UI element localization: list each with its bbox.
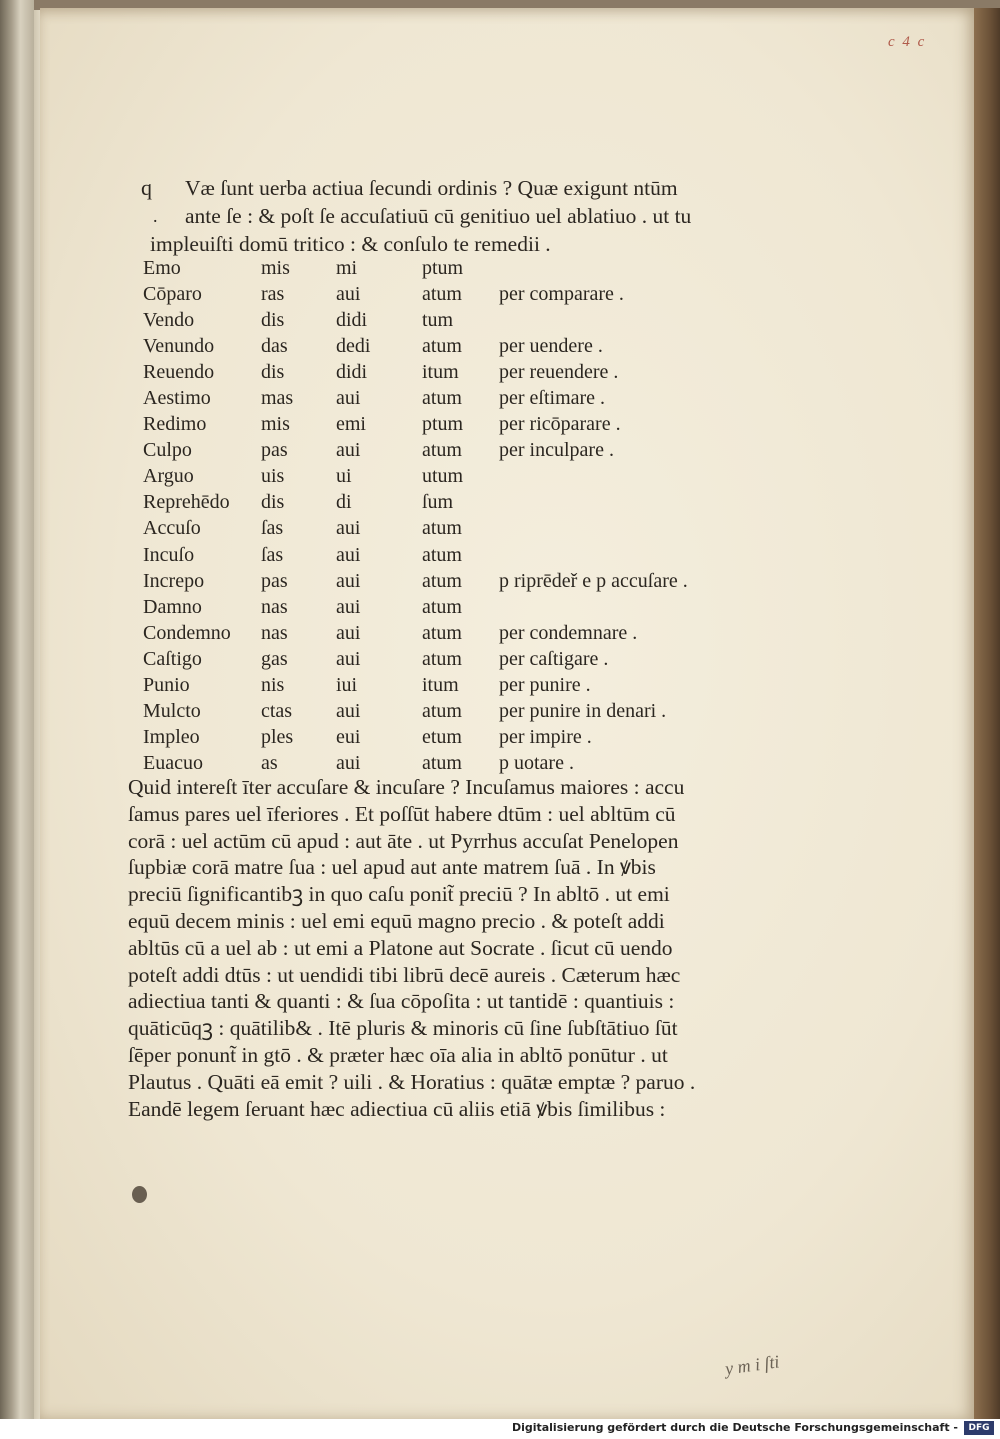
verb-second-person: uis [261,465,285,488]
verb-supine: atum [422,543,462,566]
verb-gloss [499,255,739,281]
handwritten-note: y m i ſti [723,1351,781,1379]
verb-table [143,255,739,777]
verb-second-person: dis [261,491,285,514]
verb-gloss: per inculpare . [499,439,614,462]
verb-row [143,725,739,751]
verb-supine: atum [422,569,462,592]
verb-stem: Vendo [143,308,195,331]
verb-stem: Mulcto [143,700,201,723]
verb-perfect: aui [336,282,361,305]
intro-paragraph [140,175,720,259]
verb-stem: Euacuo [143,752,203,775]
verb-stem: Incuſo [143,543,195,566]
verb-stem: Condemno [143,621,231,644]
verb-stem: Caſtigo [143,647,202,670]
verb-second-person: ples [261,726,294,749]
verb-second-person: ras [261,282,285,305]
verb-row [143,490,739,516]
verb-second-person: ſas [261,517,284,540]
verb-stem: Venundo [143,334,215,357]
verb-row [143,307,739,333]
verb-supine: atum [422,595,462,618]
verb-gloss: per caſtigare . [499,647,609,670]
verb-second-person: ctas [261,700,293,723]
verb-stem: Punio [143,674,190,697]
verb-perfect: didi [336,360,368,383]
verb-stem: Emo [143,256,181,279]
verb-second-person: pas [261,569,288,592]
intro-line: Væ ſunt uerba actiua ſecundi ordinis ? Quæ exigunt ntūm [185,176,678,200]
verb-stem: Reuendo [143,360,215,383]
verb-row [143,516,739,542]
verb-gloss: per condemnare . [499,621,638,644]
paragraph-line: equū decem minis : uel emi equū magno precio . & poteſt addi [128,908,665,933]
verb-supine: itum [422,360,459,383]
verb-gloss: per reuendere . [499,360,619,383]
verb-supine: atum [422,517,462,540]
verb-stem: Redimo [143,413,207,436]
verb-row [143,751,739,777]
verb-second-person: dis [261,308,285,331]
ink-blot [132,1186,147,1203]
verb-perfect: aui [336,569,361,592]
verb-second-person: nas [261,621,288,644]
verb-stem: Aestimo [143,387,211,410]
verb-perfect: aui [336,387,361,410]
verb-stem: Cōparo [143,282,202,305]
verb-supine: atum [422,334,462,357]
verb-second-person: nas [261,595,288,618]
verb-supine: atum [422,621,462,644]
verb-gloss: per ricōparare . [499,413,621,436]
body-paragraph [128,774,698,1122]
verb-gloss: per uendere . [499,334,603,357]
verb-second-person: ſas [261,543,284,566]
paragraph-line: Eandē legem ſeruant hæc adiectiua cū aliis etiā ꝟbis ſimilibus : [128,1096,666,1121]
verb-stem: Damno [143,595,202,618]
verb-row [143,385,739,411]
verb-stem: Impleo [143,726,200,749]
verb-perfect: aui [336,700,361,723]
verb-supine: atum [422,387,462,410]
paragraph-line: poteſt addi dtūs : ut uendidi tibi librū decē aureis . Cæterum hæc [128,962,681,987]
verb-supine: atum [422,282,462,305]
verb-gloss [499,464,739,490]
verb-gloss [499,594,739,620]
verb-gloss: per comparare . [499,282,624,305]
verb-second-person: mas [261,387,294,410]
intro-line: ante ſe : & poſt ſe accuſatiuū cū genitiuo uel ablatiuo . ut tu [185,204,692,228]
verb-second-person: pas [261,439,288,462]
verb-gloss: per punire in denari . [499,700,667,723]
verb-stem: Culpo [143,439,192,462]
paragraph-line: ſēper ponunt̃ in gtō . & præter hæc oīa alia in abltō ponūtur . ut [128,1042,668,1067]
verb-row [143,673,739,699]
verb-supine: itum [422,674,459,697]
paragraph-line: adiectiua tanti & quanti : & ſua cōpoſita : ut tantidē : quantiuis : [128,989,675,1014]
verb-perfect: emi [336,413,366,436]
verb-row [143,412,739,438]
initial-guide-letter: q [141,175,152,200]
verb-second-person: dis [261,360,285,383]
verb-perfect: aui [336,647,361,670]
verb-stem: Arguo [143,465,194,488]
margin-mark: . [153,206,158,226]
paragraph-line: corā : uel actūm cū apud : aut āte . ut Pyrrhus accuſat Penelopen [128,828,679,853]
verb-gloss: p uotare . [499,752,574,775]
verb-stem: Reprehēdo [143,491,230,514]
verb-perfect: aui [336,595,361,618]
book-binding [0,0,34,1439]
verb-supine: utum [422,465,464,488]
verb-gloss: per eſtimare . [499,387,606,410]
verb-perfect: aui [336,621,361,644]
verb-perfect: eui [336,726,361,749]
verb-perfect: dedi [336,334,371,357]
paragraph-line: abltūs cū a uel ab : ut emi a Platone aut Socrate . ſicut cū uendo [128,935,673,960]
verb-second-person: das [261,334,288,357]
folio-number: c 4 c [888,34,927,50]
verb-perfect: didi [336,308,368,331]
paragraph-line: quāticūqꝫ : quātilib& . Itē pluris & minoris cū ſine ſubſtātiuo ſūt [128,1016,678,1041]
paragraph-line: Plautus . Quāti eā emit ? uili . & Horatius : quātæ emptæ ? paruo . [128,1069,696,1094]
footer-credit: Digitalisierung gefördert durch die Deutsche Forschungsgemeinschaft - [511,1421,958,1434]
footer-bar [0,1419,1000,1439]
verb-supine: ſum [422,491,454,514]
verb-gloss: p riprēdeř e p accuſare . [499,569,688,592]
verb-gloss: per punire . [499,674,591,697]
verb-supine: atum [422,439,462,462]
verb-perfect: aui [336,439,361,462]
verb-perfect: di [336,491,352,514]
verb-row [143,438,739,464]
verb-row [143,464,739,490]
verb-second-person: mis [261,413,290,436]
paragraph-line: ſamus pares uel īferiores . Et poſſūt habere dtūm : uel abltūm cū [128,801,676,826]
verb-second-person: as [261,752,278,775]
verb-row [143,646,739,672]
paragraph-line: ſupbiæ corā matre ſua : uel apud aut ante matrem ſuā . In ꝟbis [128,855,656,880]
verb-perfect: aui [336,752,361,775]
verb-row [143,359,739,385]
verb-row [143,594,739,620]
verb-perfect: ui [336,465,352,488]
verb-gloss [499,307,739,333]
verb-supine: ptum [422,256,464,279]
verb-gloss: per impire . [499,726,592,749]
verb-stem: Accuſo [143,517,201,540]
verb-row [143,255,739,281]
verb-perfect: iui [336,674,358,697]
paragraph-line: preciū ſignificantibꝫ in quo caſu ponit̃ preciū ? In abltō . ut emi [128,882,670,907]
verb-supine: atum [422,647,462,670]
verb-gloss [499,542,739,568]
verb-second-person: nis [261,674,285,697]
paragraph-line: Quid intereſt īter accuſare & incuſare ? Incuſamus maiores : accu [128,775,685,799]
verb-perfect: aui [336,543,361,566]
verb-supine: atum [422,752,462,775]
verb-stem: Increpo [143,569,205,592]
verb-row [143,333,739,359]
verb-perfect: aui [336,517,361,540]
verb-perfect: mi [336,256,358,279]
verb-second-person: gas [261,647,288,670]
verb-second-person: mis [261,256,290,279]
verb-supine: etum [422,726,462,749]
verb-row [143,281,739,307]
verb-supine: tum [422,308,454,331]
verb-gloss [499,490,739,516]
page-edge [974,8,1000,1419]
dfg-logo: DFG [964,1421,994,1435]
intro-line: impleuiſti domū tritico : & conſulo te remedii . [150,232,551,256]
verb-row [143,542,739,568]
verb-row [143,699,739,725]
verb-gloss [499,516,739,542]
verb-supine: ptum [422,413,464,436]
verb-row [143,620,739,646]
verb-row [143,568,739,594]
verb-supine: atum [422,700,462,723]
